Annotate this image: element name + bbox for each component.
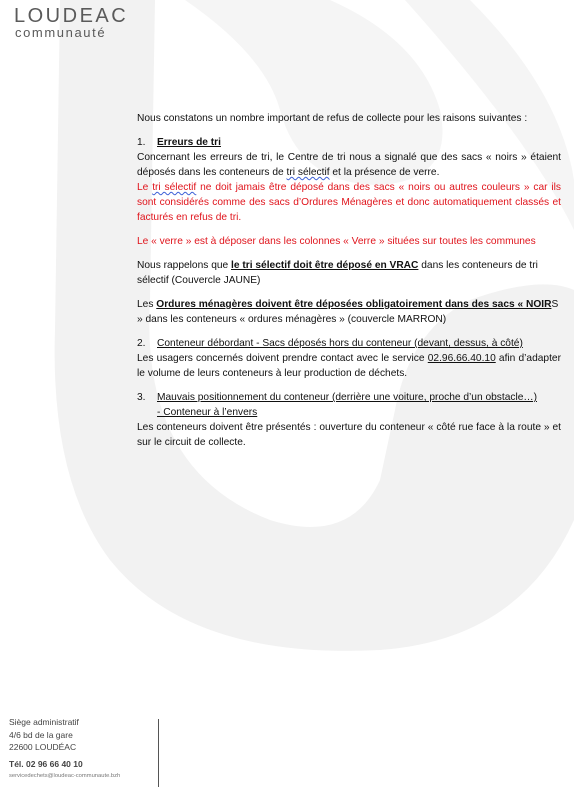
footer-divider xyxy=(158,719,159,787)
section1-paragraph: Concernant les erreurs de tri, le Centre de tri nous a signalé que des sacs « noirs » étaient déposés dans les conteneurs de tri sélectif et la présence de verre. xyxy=(137,152,561,178)
company-logo xyxy=(14,6,128,39)
glass-notice: Le « verre » est à déposer dans les colonnes « Verre » situées sur toutes les communes xyxy=(137,236,536,247)
footer-email: servicedechets@loudeac-communaute.bzh xyxy=(9,773,121,779)
section1-heading: 1. Erreurs de tri xyxy=(137,137,221,148)
section3-paragraph: Les conteneurs doivent être présentés : ouverture du conteneur « côté rue face à la route » et sur le circuit de collecte. xyxy=(137,422,561,448)
intro-text: Nous constatons un nombre important de refus de collecte pour les raisons suivantes : xyxy=(137,113,528,124)
section2-heading: 2. Conteneur débordant - Sacs déposés hors du conteneur (devant, dessus, à côté) xyxy=(137,338,523,349)
bulk-recycling-reminder: Nous rappelons que le tri sélectif doit être déposé en VRAC dans les conteneurs de tri sélectif (Couvercle JAUNE) xyxy=(137,260,538,286)
section3-heading: 3. Mauvais positionnement du conteneur (derrière une voiture, proche d’un obstacle…) xyxy=(137,392,537,403)
footer-address xyxy=(9,716,120,781)
footer-phone: Tél. 02 96 66 40 10 xyxy=(9,758,83,769)
footer-line2: 4/6 bd de la gare xyxy=(9,729,73,740)
section3-subheading: - Conteneur à l’envers xyxy=(157,407,258,418)
service-phone: 02.96.66.40.10 xyxy=(427,353,496,364)
household-waste-reminder: Les Ordures ménagères doivent être déposées obligatoirement dans des sacs « NOIRS » dans les conteneurs « ordures ménagères » (couvercle MARRON) xyxy=(137,299,559,325)
letter-body xyxy=(137,111,561,450)
section2-paragraph: Les usagers concernés doivent prendre contact avec le service 02.96.66.40.10 afin d’adapter le volume de leurs conteneurs à leur production de déchets. xyxy=(137,353,561,379)
section1-warning: Le tri sélectif ne doit jamais être déposé dans des sacs « noirs ou autres couleurs » car ils sont considérés comme des sacs d’Ordures Ménagères et donc automatiquement classés et facturés en refus de tri. xyxy=(137,182,561,223)
logo-name: LOUDEAC xyxy=(14,5,129,27)
logo-subtitle: communauté xyxy=(15,25,107,40)
footer-line1: Siège administratif xyxy=(9,717,79,727)
footer-line3: 22600 LOUDÉAC xyxy=(9,742,77,752)
